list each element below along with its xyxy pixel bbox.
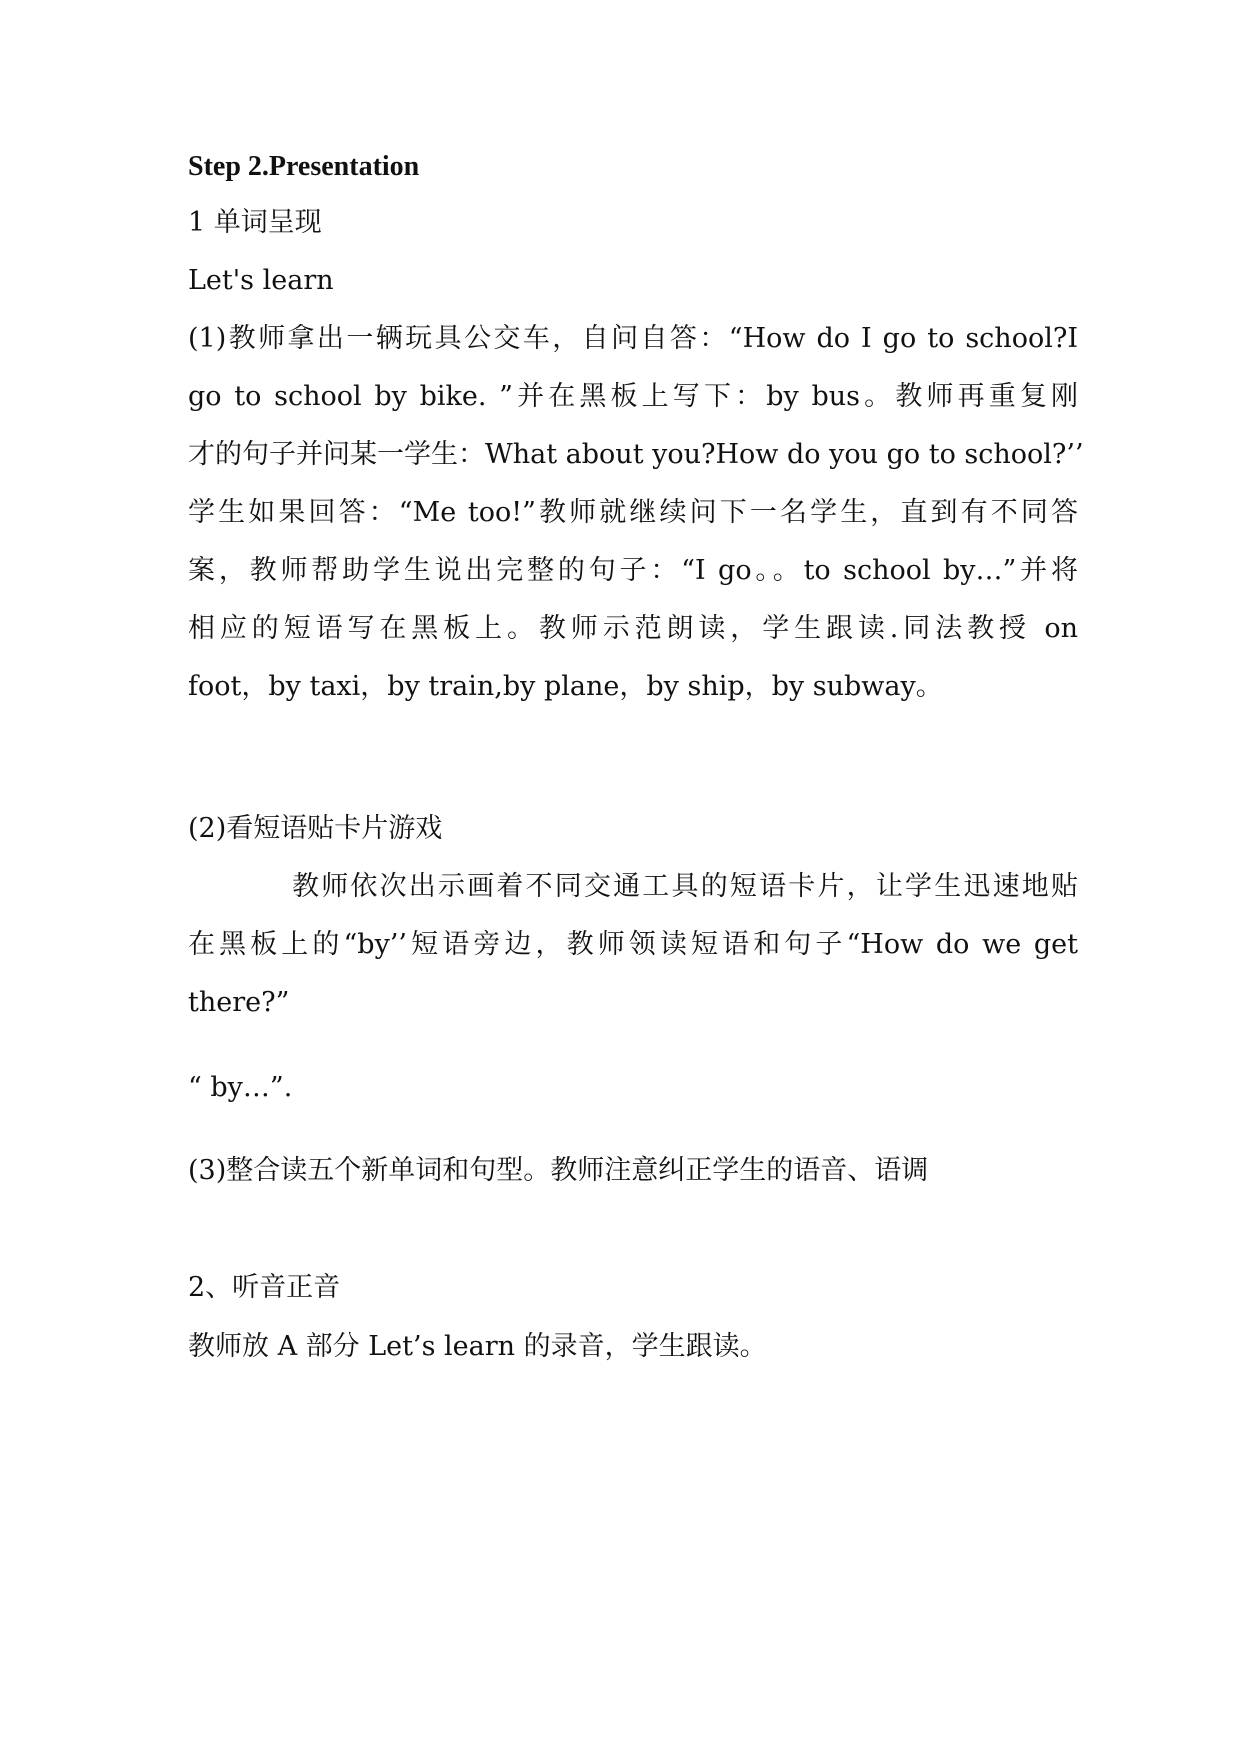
paragraph-1-line-1: (1)教师拿出一辆玩具公交车，自问自答：“How do I go to school?I	[188, 323, 1078, 354]
paragraph-1-line-3: 才的句子并问某一学生：What about you?How do you go to school?’’	[188, 439, 1084, 470]
section-2-title: 2、听音正音	[188, 1272, 341, 1303]
paragraph-1-line-2: go to school by bike. ”并在黑板上写下：by bus。教师再重复刚	[188, 381, 1078, 412]
paragraph-2-line-1: 教师依次出示画着不同交通工具的短语卡片，让学生迅速地贴	[292, 871, 1078, 902]
paragraph-2-line-2: 在黑板上的“by’’短语旁边，教师领读短语和句子“How do we get	[188, 929, 1078, 960]
item-2-title: (2)看短语贴卡片游戏	[188, 813, 443, 844]
lets-learn-label: Let's learn	[188, 265, 334, 296]
paragraph-1-line-5: 案，教师帮助学生说出完整的句子：“I go。。to school by…”并将	[188, 555, 1078, 586]
item-3: (3)整合读五个新单词和句型。教师注意纠正学生的语音、语调	[188, 1155, 929, 1186]
paragraph-1-line-7: foot，by taxi，by train,by plane，by ship，by subway。	[188, 671, 943, 702]
paragraph-1-line-6: 相应的短语写在黑板上。教师示范朗读，学生跟读.同法教授 on	[188, 613, 1078, 644]
section-1-title: 1 单词呈现	[188, 207, 322, 238]
paragraph-1-line-4: 学生如果回答：“Me too!”教师就继续问下一名学生，直到有不同答	[188, 497, 1078, 528]
paragraph-2-line-3: there?”	[188, 987, 290, 1018]
section-2-text: 教师放 A 部分 Let’s learn 的录音，学生跟读。	[188, 1331, 767, 1362]
step-heading: Step 2.Presentation	[188, 151, 420, 182]
by-line: “ by…”.	[188, 1072, 293, 1103]
